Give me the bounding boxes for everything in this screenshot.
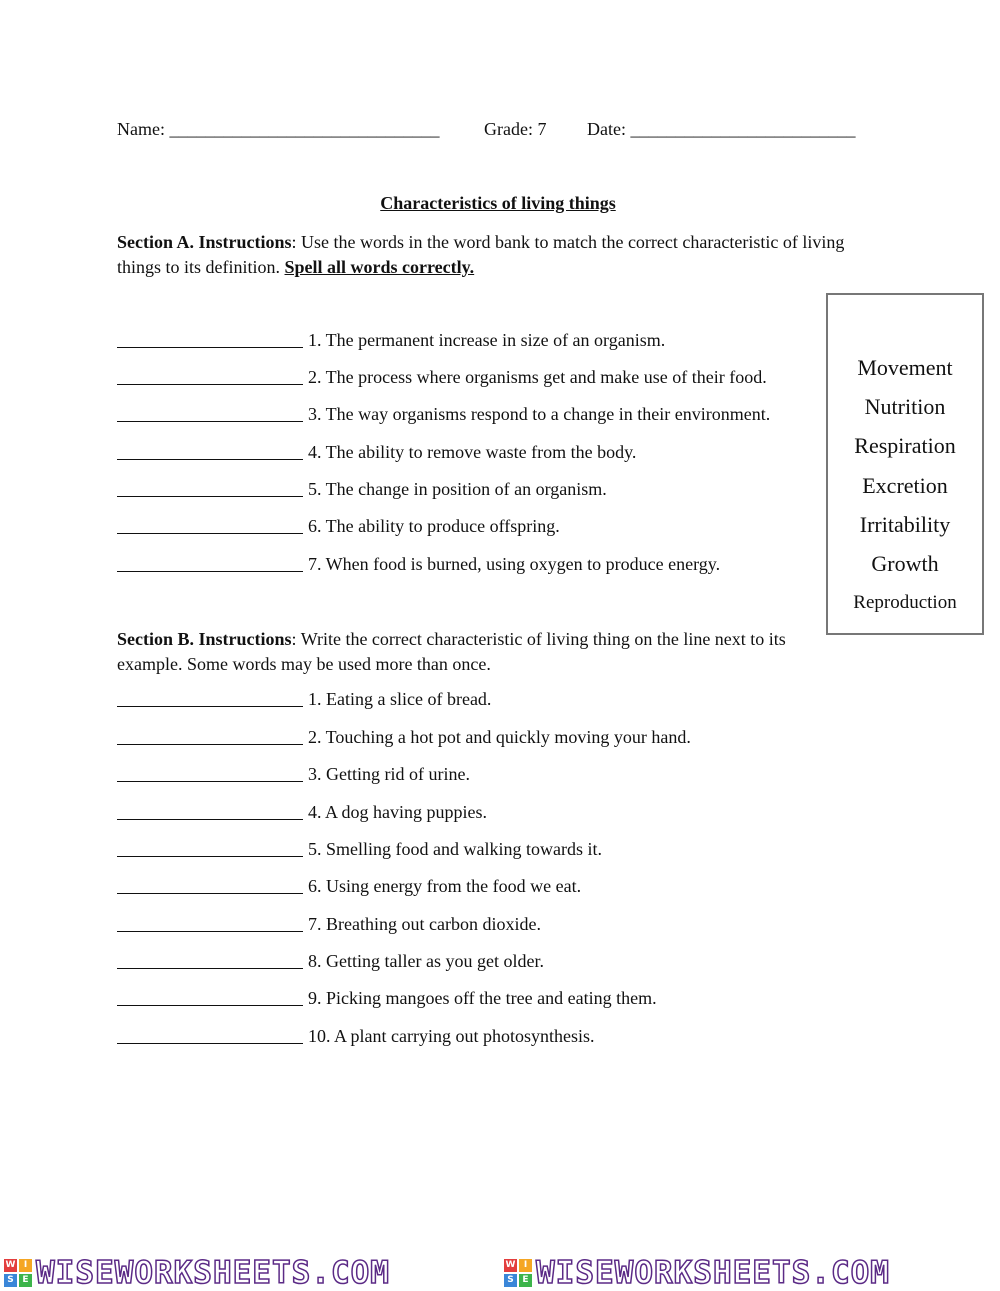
- item-text: 6. Using energy from the food we eat.: [308, 876, 582, 896]
- logo-tile: I: [19, 1259, 32, 1272]
- item-text: 3. Getting rid of urine.: [308, 764, 470, 784]
- answer-blank[interactable]: [117, 989, 303, 1006]
- section-b-item: [117, 802, 487, 823]
- item-text: 1. Eating a slice of bread.: [308, 689, 492, 709]
- section-a-heading: Section A. Instructions: [117, 232, 292, 252]
- logo-tile: S: [4, 1274, 17, 1287]
- item-text: 7. Breathing out carbon dioxide.: [308, 914, 541, 934]
- logo-grid-icon: [504, 1259, 532, 1287]
- logo-tile: S: [504, 1274, 517, 1287]
- section-b-instructions: [117, 627, 817, 677]
- item-text: 2. The process where organisms get and make use of their food.: [308, 367, 767, 387]
- item-text: 7. When food is burned, using oxygen to produce energy.: [308, 554, 721, 574]
- answer-blank[interactable]: [117, 803, 303, 820]
- answer-blank[interactable]: [117, 690, 303, 707]
- section-b-item: [117, 988, 657, 1009]
- answer-blank[interactable]: [117, 517, 303, 534]
- word-bank-item: Respiration: [854, 433, 956, 458]
- name-field[interactable]: Name: ______________________________: [117, 119, 440, 139]
- word-bank-item: Reproduction: [853, 592, 957, 613]
- brand-logo[interactable]: [504, 1255, 890, 1291]
- logo-tile: E: [519, 1274, 532, 1287]
- brand-text: WISEWORKSHEETS.COM: [536, 1255, 890, 1291]
- item-text: 5. The change in position of an organism.: [308, 479, 607, 499]
- answer-blank[interactable]: [117, 368, 303, 385]
- section-b-item: [117, 727, 691, 748]
- section-b-item: [117, 1026, 594, 1047]
- brand-logo[interactable]: [4, 1255, 390, 1291]
- section-b-item: [117, 839, 602, 860]
- item-text: 2. Touching a hot pot and quickly moving your hand.: [308, 727, 691, 747]
- logo-tile: E: [19, 1274, 32, 1287]
- section-a-item: [117, 516, 560, 537]
- answer-blank[interactable]: [117, 877, 303, 894]
- item-text: 3. The way organisms respond to a change in their environment.: [308, 404, 771, 424]
- word-bank-item: Movement: [857, 355, 953, 380]
- section-a-item: [117, 479, 607, 500]
- answer-blank[interactable]: [117, 1027, 303, 1044]
- answer-blank[interactable]: [117, 555, 303, 572]
- section-b-item: [117, 689, 491, 710]
- logo-tile: W: [505, 1260, 516, 1270]
- item-text: 1. The permanent increase in size of an organism.: [308, 330, 666, 350]
- logo-tile: W: [5, 1260, 16, 1270]
- section-a-item: [117, 367, 767, 388]
- answer-blank[interactable]: [117, 480, 303, 497]
- section-b-text: : Write the correct characteristic of living thing on the line next to its example. Some words may be used more than once.: [117, 629, 786, 674]
- answer-blank[interactable]: [117, 915, 303, 932]
- section-a-instructions: [117, 230, 877, 280]
- worksheet-title: Characteristics of living things: [380, 193, 616, 213]
- item-text: 6. The ability to produce offspring.: [308, 516, 560, 536]
- word-bank-item: Irritability: [859, 512, 951, 537]
- item-text: 9. Picking mangoes off the tree and eating them.: [308, 988, 657, 1008]
- item-text: 4. A dog having puppies.: [308, 802, 487, 822]
- section-b-item: [117, 951, 544, 972]
- word-bank: [826, 293, 984, 635]
- section-b-heading: Section B. Instructions: [117, 629, 292, 649]
- section-b-item: [117, 914, 541, 935]
- footer-watermark: [0, 1255, 1000, 1291]
- word-bank-item: Growth: [871, 551, 939, 576]
- answer-blank[interactable]: [117, 952, 303, 969]
- word-bank-item: Excretion: [862, 473, 948, 498]
- item-text: 4. The ability to remove waste from the body.: [308, 442, 637, 462]
- grade-label: Grade: 7: [484, 119, 547, 139]
- answer-blank[interactable]: [117, 765, 303, 782]
- section-a-emphasis: Spell all words correctly.: [284, 257, 475, 277]
- answer-blank[interactable]: [117, 840, 303, 857]
- section-a-item: [117, 554, 720, 575]
- section-a-item: [117, 404, 770, 425]
- item-text: 10. A plant carrying out photosynthesis.: [308, 1026, 595, 1046]
- brand-text: WISEWORKSHEETS.COM: [36, 1255, 390, 1291]
- section-b-item: [117, 764, 470, 785]
- word-bank-item: Nutrition: [864, 394, 946, 419]
- answer-blank[interactable]: [117, 728, 303, 745]
- answer-blank[interactable]: [117, 405, 303, 422]
- section-b-item: [117, 876, 581, 897]
- section-a-item: [117, 442, 636, 463]
- logo-grid-icon: [4, 1259, 32, 1287]
- section-a-item: [117, 330, 665, 351]
- answer-blank[interactable]: [117, 331, 303, 348]
- item-text: 5. Smelling food and walking towards it.: [308, 839, 602, 859]
- date-field[interactable]: Date: _________________________: [587, 119, 856, 139]
- answer-blank[interactable]: [117, 443, 303, 460]
- logo-tile: I: [519, 1259, 532, 1272]
- item-text: 8. Getting taller as you get older.: [308, 951, 544, 971]
- section-a-text: : Use the words in the word bank to match the correct characteristic of living things to its definition.: [117, 232, 845, 277]
